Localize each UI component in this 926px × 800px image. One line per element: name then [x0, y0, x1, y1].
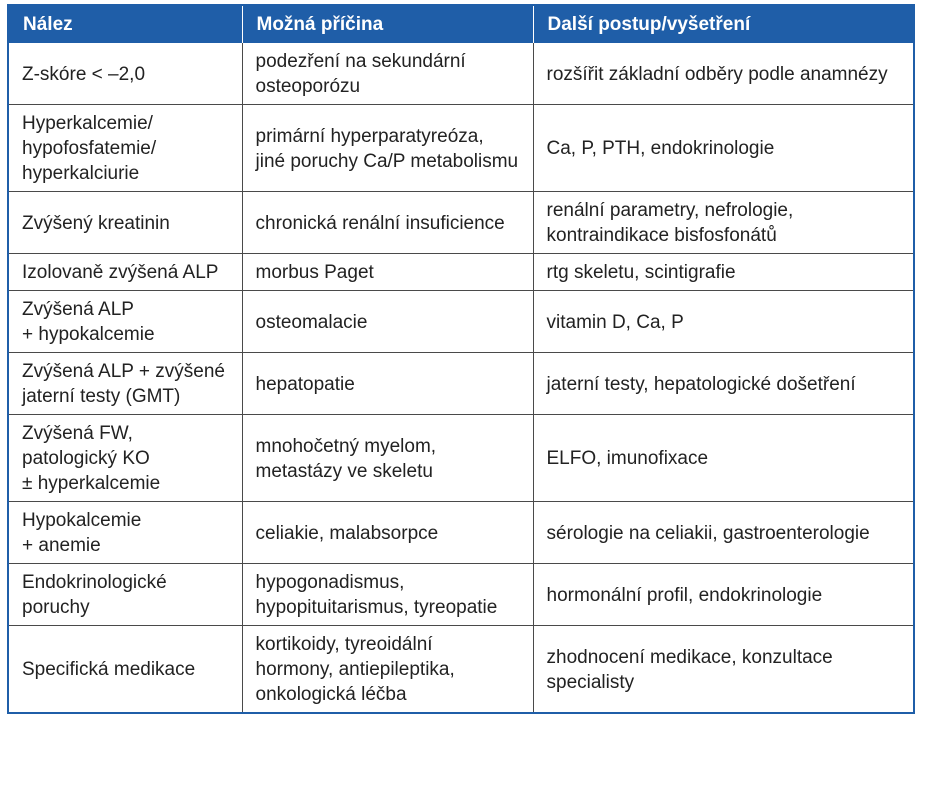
table-row [9, 626, 913, 713]
cell-finding [9, 254, 242, 291]
cell-text-line: mnohočetný myelom, [255, 435, 437, 457]
cell-text-line: hormonální profil, endokrinologie [546, 584, 823, 606]
cell-text-line: patologický KO [22, 448, 150, 469]
table-row [9, 353, 913, 415]
cell-next-steps [533, 502, 913, 564]
table-row [9, 192, 913, 254]
cell-text-line: hypogonadismus, [255, 572, 405, 593]
cell-text-line: primární hyperparatyreóza, [255, 125, 484, 147]
cell-next-steps [533, 291, 913, 353]
cell-finding [9, 564, 242, 626]
cell-text-line: poruchy [22, 597, 90, 618]
header-row [9, 6, 913, 43]
cell-text-line: osteoporózu [255, 76, 361, 97]
cell-text-line: jaterní testy, hepatologické došetření [546, 373, 856, 395]
cell-text-line: Specifická medikace [22, 659, 196, 680]
cell-text-line: + anemie [22, 535, 101, 556]
cell-text-line: celiakie, malabsorpce [255, 522, 439, 544]
cell-cause [242, 502, 533, 564]
cell-text-line: + hypokalcemie [22, 324, 155, 345]
table-row [9, 105, 913, 192]
table-row [9, 564, 913, 626]
cell-text-line: osteomalacie [255, 311, 368, 333]
cell-next-steps [533, 564, 913, 626]
cell-finding [9, 353, 242, 415]
cell-text-line: specialisty [546, 671, 635, 693]
table-row [9, 254, 913, 291]
cell-finding [9, 291, 242, 353]
cell-text-line: jaterní testy (GMT) [22, 386, 181, 407]
cell-text-line: Endokrinologické [22, 572, 167, 593]
cell-text-line: rtg skeletu, scintigrafie [546, 262, 736, 283]
cell-cause [242, 291, 533, 353]
table-row [9, 415, 913, 502]
cell-finding [9, 626, 242, 713]
header-next-steps: Další postup/vyšetření [533, 6, 913, 43]
cell-next-steps [533, 192, 913, 254]
cell-text-line: Hypokalcemie [22, 510, 142, 531]
cell-cause [242, 415, 533, 502]
cell-text-line: jiné poruchy Ca/P metabolismu [255, 150, 519, 172]
cell-cause [242, 564, 533, 626]
cell-text-line: Zvýšená ALP [22, 299, 134, 320]
cell-text-line: ± hyperkalcemie [22, 473, 161, 494]
cell-finding [9, 192, 242, 254]
cell-finding [9, 502, 242, 564]
cell-text-line: hepatopatie [255, 373, 355, 395]
cell-cause [242, 192, 533, 254]
cell-text-line: ELFO, imunofixace [546, 448, 709, 469]
cell-cause [242, 43, 533, 105]
cell-text-line: rozšířit základní odběry podle anamnézy [546, 63, 888, 85]
cell-next-steps [533, 626, 913, 713]
cell-finding [9, 415, 242, 502]
cell-text-line: Izolovaně zvýšená ALP [22, 262, 219, 283]
cell-text-line: podezření na sekundární [255, 51, 466, 72]
cell-text-line: hyperkalciurie [22, 163, 140, 184]
cell-text-line: hypopituitarismus, tyreopatie [255, 597, 498, 618]
cell-text-line: hypofosfatemie/ [22, 138, 157, 159]
cell-next-steps [533, 43, 913, 105]
cell-text-line: Hyperkalcemie/ [22, 113, 153, 134]
cell-text-line: kortikoidy, tyreoidální [255, 634, 433, 655]
cell-cause [242, 353, 533, 415]
cell-text-line: sérologie na celiakii, gastroenterologie [546, 522, 870, 544]
cell-cause [242, 626, 533, 713]
cell-text-line: Zvýšená FW, [22, 423, 133, 444]
cell-next-steps [533, 254, 913, 291]
cell-next-steps [533, 105, 913, 192]
cell-text-line: chronická renální insuficience [255, 212, 505, 234]
cell-text-line: Zvýšený kreatinin [22, 212, 170, 234]
cell-text-line: renální parametry, nefrologie, [546, 200, 794, 221]
cell-text-line: hormony, antiepileptika, [255, 659, 455, 680]
cell-finding [9, 105, 242, 192]
cell-text-line: Z-skóre < –2,0 [22, 63, 146, 85]
cell-next-steps [533, 353, 913, 415]
cell-finding [9, 43, 242, 105]
cell-text-line: Zvýšená ALP + zvýšené [22, 361, 225, 382]
cell-text-line: Ca, P, PTH, endokrinologie [546, 138, 775, 159]
cell-text-line: metastázy ve skeletu [255, 460, 433, 482]
table-header [9, 6, 913, 43]
cell-cause [242, 105, 533, 192]
cell-cause [242, 254, 533, 291]
table-row [9, 502, 913, 564]
table-row [9, 43, 913, 105]
cell-text-line: zhodnocení medikace, konzultace [546, 646, 833, 668]
header-cause: Možná příčina [242, 6, 533, 43]
findings-table-grid [9, 6, 913, 712]
findings-table [7, 4, 915, 714]
header-finding: Nález [9, 6, 242, 43]
cell-text-line: onkologická léčba [255, 684, 407, 705]
cell-text-line: morbus Paget [255, 262, 374, 283]
cell-next-steps [533, 415, 913, 502]
table-row [9, 291, 913, 353]
cell-text-line: kontraindikace bisfosfonátů [546, 225, 777, 246]
table-body [9, 43, 913, 712]
cell-text-line: vitamin D, Ca, P [546, 311, 684, 333]
